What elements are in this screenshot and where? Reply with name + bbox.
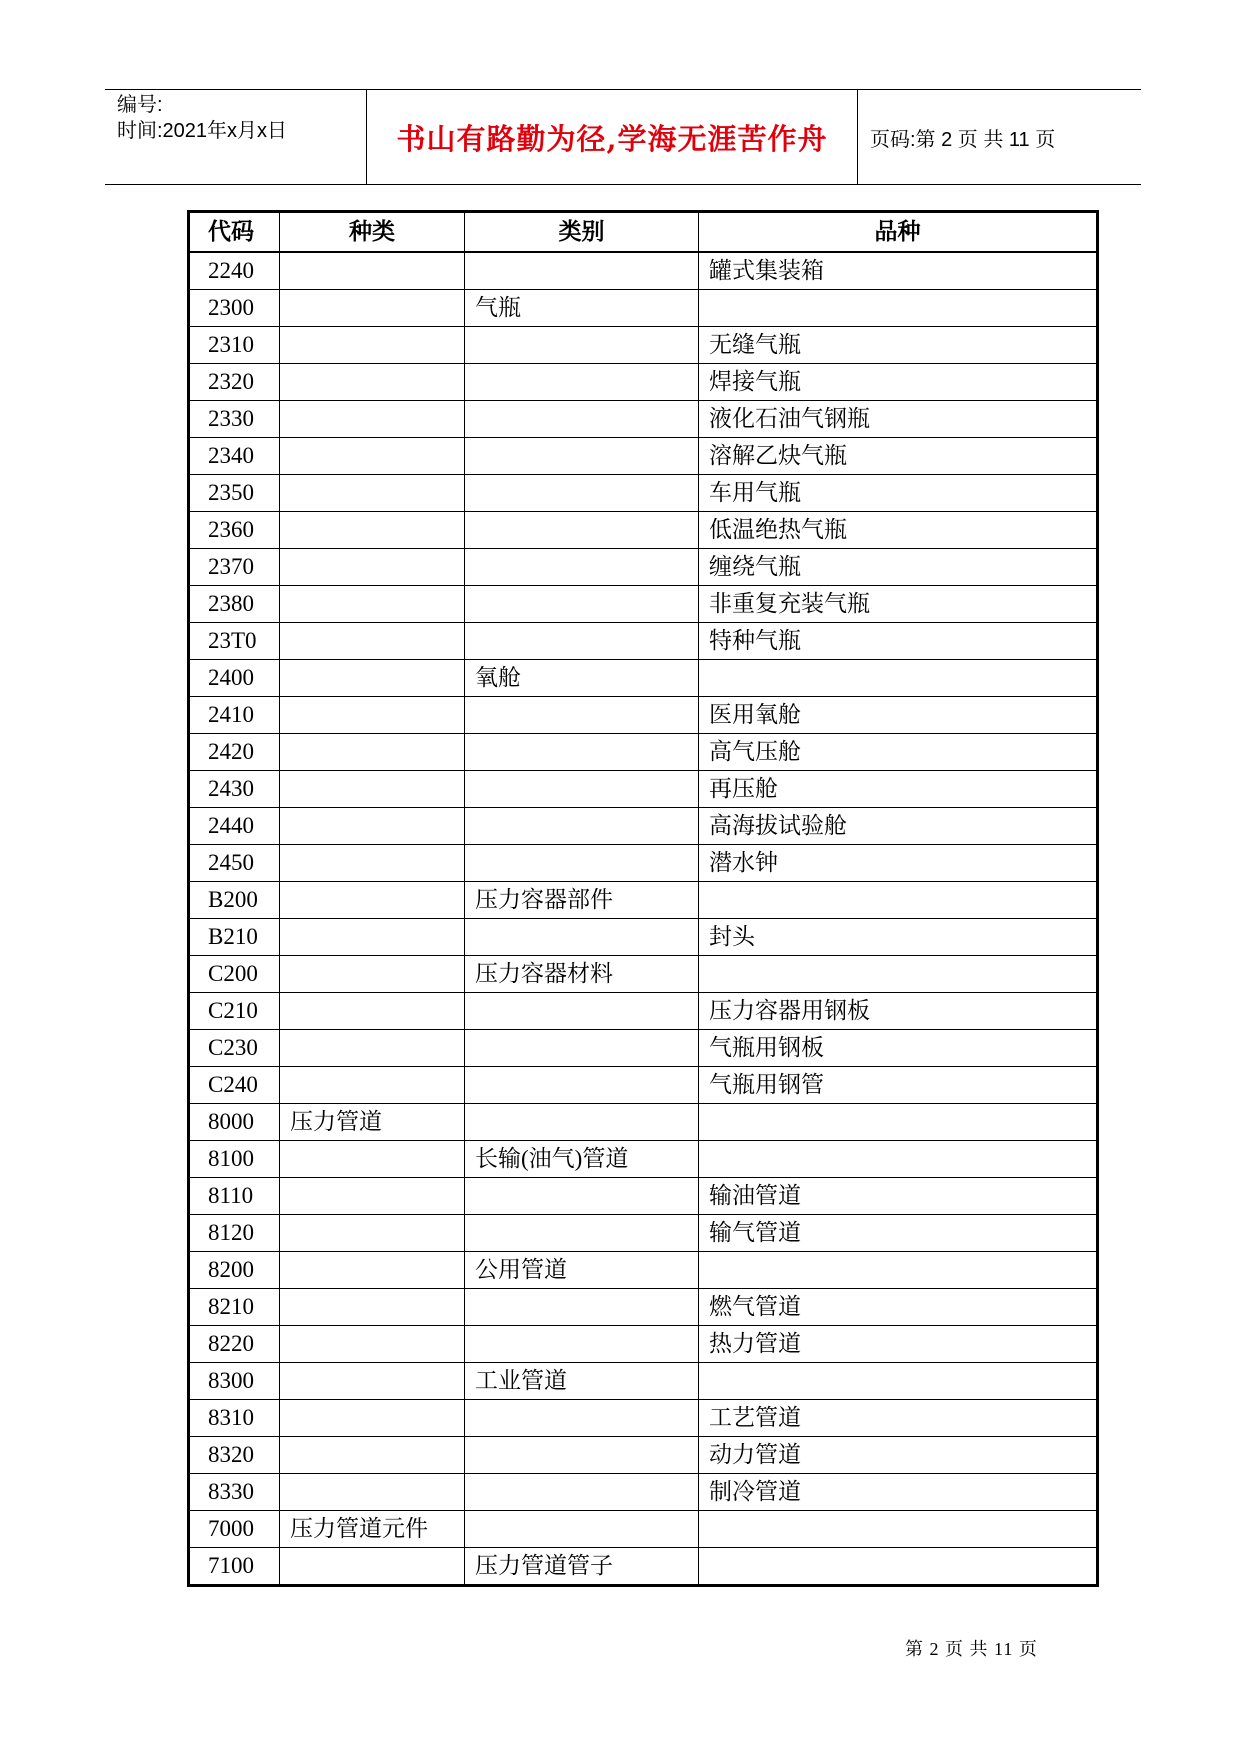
cell-code: 8200 [189, 1251, 280, 1288]
cell-category [465, 326, 699, 363]
cell-category [465, 1399, 699, 1436]
table-row [189, 622, 1098, 659]
cell-code: 23T0 [189, 622, 280, 659]
cell-kind [280, 955, 465, 992]
cell-kind [280, 400, 465, 437]
cell-category [465, 1288, 699, 1325]
cell-variety [699, 659, 1098, 696]
cell-category [465, 807, 699, 844]
cell-variety: 低温绝热气瓶 [699, 511, 1098, 548]
cell-kind [280, 1177, 465, 1214]
table-row [189, 696, 1098, 733]
cell-kind [280, 289, 465, 326]
cell-variety: 工艺管道 [699, 1399, 1098, 1436]
table-row [189, 1251, 1098, 1288]
table-row [189, 1029, 1098, 1066]
table-row [189, 511, 1098, 548]
cell-code: 2340 [189, 437, 280, 474]
cell-kind [280, 474, 465, 511]
column-header-category: 类别 [465, 212, 699, 252]
page-header [105, 89, 1141, 185]
cell-code: 7100 [189, 1547, 280, 1585]
cell-variety: 气瓶用钢板 [699, 1029, 1098, 1066]
table-row [189, 1436, 1098, 1473]
cell-category [465, 770, 699, 807]
table-row [189, 1103, 1098, 1140]
table-row [189, 881, 1098, 918]
cell-code: 2320 [189, 363, 280, 400]
cell-code: 2370 [189, 548, 280, 585]
cell-code: 8210 [189, 1288, 280, 1325]
table-row [189, 1399, 1098, 1436]
header-motto: 书山有路勤为径,学海无涯苦作舟 [367, 90, 858, 184]
cell-variety [699, 1251, 1098, 1288]
cell-category [465, 474, 699, 511]
cell-code: 8220 [189, 1325, 280, 1362]
cell-code: 2300 [189, 289, 280, 326]
cell-category [465, 252, 699, 290]
cell-category: 压力管道管子 [465, 1547, 699, 1585]
cell-code: 8000 [189, 1103, 280, 1140]
cell-variety: 制冷管道 [699, 1473, 1098, 1510]
cell-code: 2350 [189, 474, 280, 511]
cell-category: 压力容器部件 [465, 881, 699, 918]
cell-code: 8100 [189, 1140, 280, 1177]
cell-variety [699, 955, 1098, 992]
cell-kind: 压力管道 [280, 1103, 465, 1140]
table-row [189, 1177, 1098, 1214]
cell-category [465, 1214, 699, 1251]
cell-kind [280, 1251, 465, 1288]
cell-variety [699, 1103, 1098, 1140]
cell-variety: 焊接气瓶 [699, 363, 1098, 400]
cell-category [465, 696, 699, 733]
table-row [189, 1066, 1098, 1103]
cell-variety: 封头 [699, 918, 1098, 955]
cell-variety: 热力管道 [699, 1325, 1098, 1362]
cell-code: 7000 [189, 1510, 280, 1547]
cell-category [465, 1029, 699, 1066]
cell-kind [280, 622, 465, 659]
cell-category [465, 400, 699, 437]
cell-kind [280, 733, 465, 770]
cell-category [465, 1473, 699, 1510]
cell-code: 2430 [189, 770, 280, 807]
cell-variety: 车用气瓶 [699, 474, 1098, 511]
table-row [189, 918, 1098, 955]
header-page-label: 页码:第 2 页 共 11 页 [870, 128, 1056, 151]
table-row [189, 437, 1098, 474]
cell-variety: 无缝气瓶 [699, 326, 1098, 363]
cell-variety: 医用氧舱 [699, 696, 1098, 733]
cell-code: 2450 [189, 844, 280, 881]
cell-variety: 动力管道 [699, 1436, 1098, 1473]
cell-kind [280, 659, 465, 696]
cell-category [465, 548, 699, 585]
cell-variety: 输气管道 [699, 1214, 1098, 1251]
cell-code: 8300 [189, 1362, 280, 1399]
table-body [189, 252, 1098, 1586]
table-row [189, 733, 1098, 770]
cell-category: 长输(油气)管道 [465, 1140, 699, 1177]
cell-kind [280, 992, 465, 1029]
table-row [189, 548, 1098, 585]
cell-category [465, 622, 699, 659]
cell-kind [280, 844, 465, 881]
cell-category: 氧舱 [465, 659, 699, 696]
cell-kind [280, 1547, 465, 1585]
cell-variety: 非重复充装气瓶 [699, 585, 1098, 622]
table-row [189, 807, 1098, 844]
cell-kind [280, 1140, 465, 1177]
cell-variety: 缠绕气瓶 [699, 548, 1098, 585]
cell-variety [699, 1362, 1098, 1399]
cell-code: 8120 [189, 1214, 280, 1251]
table-row [189, 1473, 1098, 1510]
number-label: 编号: [117, 94, 163, 116]
cell-category [465, 363, 699, 400]
cell-code: 8110 [189, 1177, 280, 1214]
cell-kind [280, 1473, 465, 1510]
cell-category [465, 992, 699, 1029]
cell-kind [280, 1436, 465, 1473]
cell-kind [280, 1325, 465, 1362]
table-row [189, 1288, 1098, 1325]
page-footer: 第 2 页 共 11 页 [905, 1639, 1038, 1659]
table-row [189, 400, 1098, 437]
cell-code: C230 [189, 1029, 280, 1066]
cell-code: B210 [189, 918, 280, 955]
cell-category: 公用管道 [465, 1251, 699, 1288]
cell-code: 2420 [189, 733, 280, 770]
table-header-row [189, 212, 1098, 252]
cell-kind [280, 252, 465, 290]
cell-variety [699, 1547, 1098, 1585]
cell-category: 工业管道 [465, 1362, 699, 1399]
cell-variety: 气瓶用钢管 [699, 1066, 1098, 1103]
cell-variety: 燃气管道 [699, 1288, 1098, 1325]
cell-category [465, 511, 699, 548]
cell-variety: 压力容器用钢板 [699, 992, 1098, 1029]
cell-kind [280, 918, 465, 955]
cell-category [465, 585, 699, 622]
cell-code: 2360 [189, 511, 280, 548]
table-row [189, 992, 1098, 1029]
cell-code: 8320 [189, 1436, 280, 1473]
cell-variety: 再压舱 [699, 770, 1098, 807]
table-row [189, 1547, 1098, 1585]
cell-code: C200 [189, 955, 280, 992]
cell-code: 2440 [189, 807, 280, 844]
table-row [189, 326, 1098, 363]
cell-variety: 特种气瓶 [699, 622, 1098, 659]
cell-code: 2330 [189, 400, 280, 437]
time-label: 时间:2021年x月x日 [117, 120, 288, 142]
cell-category: 压力容器材料 [465, 955, 699, 992]
table-row [189, 585, 1098, 622]
cell-category: 气瓶 [465, 289, 699, 326]
cell-code: 2410 [189, 696, 280, 733]
cell-code: B200 [189, 881, 280, 918]
cell-kind [280, 1288, 465, 1325]
column-header-variety: 品种 [699, 212, 1098, 252]
table-row [189, 1325, 1098, 1362]
cell-kind [280, 326, 465, 363]
cell-code: C240 [189, 1066, 280, 1103]
cell-category [465, 1177, 699, 1214]
cell-category [465, 437, 699, 474]
cell-category [465, 1325, 699, 1362]
table-row [189, 252, 1098, 290]
cell-kind [280, 1399, 465, 1436]
cell-category [465, 1103, 699, 1140]
column-header-code: 代码 [189, 212, 280, 252]
cell-kind [280, 548, 465, 585]
table-row [189, 955, 1098, 992]
table-row [189, 1214, 1098, 1251]
cell-kind: 压力管道元件 [280, 1510, 465, 1547]
cell-category [465, 733, 699, 770]
cell-kind [280, 1066, 465, 1103]
cell-kind [280, 585, 465, 622]
cell-variety [699, 1510, 1098, 1547]
cell-code: 2310 [189, 326, 280, 363]
cell-variety [699, 1140, 1098, 1177]
cell-code: 8330 [189, 1473, 280, 1510]
cell-code: 8310 [189, 1399, 280, 1436]
cell-variety: 高气压舱 [699, 733, 1098, 770]
table-row [189, 474, 1098, 511]
table-row [189, 1140, 1098, 1177]
table-row [189, 1362, 1098, 1399]
table-row [189, 289, 1098, 326]
cell-category [465, 1510, 699, 1547]
table-row [189, 844, 1098, 881]
cell-kind [280, 363, 465, 400]
cell-category [465, 918, 699, 955]
cell-variety: 输油管道 [699, 1177, 1098, 1214]
cell-variety [699, 289, 1098, 326]
cell-kind [280, 437, 465, 474]
cell-kind [280, 807, 465, 844]
cell-code: C210 [189, 992, 280, 1029]
cell-category [465, 1066, 699, 1103]
equipment-code-table [187, 210, 1099, 1587]
cell-category [465, 1436, 699, 1473]
table-row [189, 770, 1098, 807]
cell-kind [280, 770, 465, 807]
cell-variety: 罐式集装箱 [699, 252, 1098, 290]
header-meta [105, 90, 367, 184]
cell-kind [280, 881, 465, 918]
cell-kind [280, 1362, 465, 1399]
cell-variety: 溶解乙炔气瓶 [699, 437, 1098, 474]
cell-kind [280, 511, 465, 548]
table-row [189, 659, 1098, 696]
cell-variety: 潜水钟 [699, 844, 1098, 881]
cell-kind [280, 1029, 465, 1066]
cell-variety: 高海拔试验舱 [699, 807, 1098, 844]
table-row [189, 363, 1098, 400]
column-header-kind: 种类 [280, 212, 465, 252]
cell-variety [699, 881, 1098, 918]
cell-code: 2400 [189, 659, 280, 696]
cell-category [465, 844, 699, 881]
cell-kind [280, 1214, 465, 1251]
cell-code: 2380 [189, 585, 280, 622]
cell-kind [280, 696, 465, 733]
cell-code: 2240 [189, 252, 280, 290]
table-row [189, 1510, 1098, 1547]
cell-variety: 液化石油气钢瓶 [699, 400, 1098, 437]
